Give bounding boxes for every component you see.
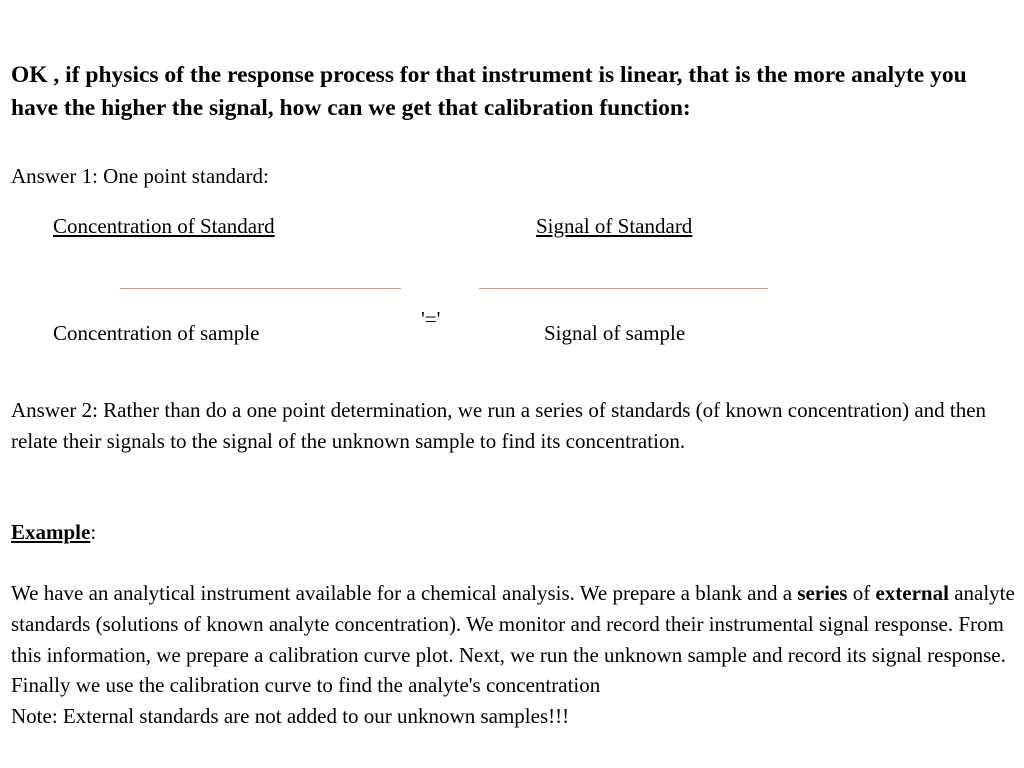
slide-heading: OK , if physics of the response process for that instrument is linear, that is the more analyte you have the higher the signal, how can we get that calibration function: bbox=[11, 62, 967, 121]
concentration-of-sample: Concentration of sample bbox=[53, 321, 260, 345]
example-paragraph bbox=[11, 578, 1016, 732]
signal-of-sample: Signal of sample bbox=[544, 321, 686, 345]
equals-sign: '=' bbox=[421, 307, 441, 331]
external-standards-note: Note: External standards are not added to our unknown samples!!! bbox=[11, 704, 570, 729]
example-text-3: analyte standards (solutions of known analyte concentration). We monitor and record their instrumental signal response. From this information, we prepare a calibration curve plot. Next, we run the unknown sample and record its signal response. Finally we use the calibration curve to find the analyte's concentration bbox=[11, 581, 1015, 698]
signal-of-standard: Signal of Standard bbox=[536, 214, 693, 238]
example-text-1: We have an analytical instrument available for a chemical analysis. We prepare a blank and a bbox=[11, 581, 798, 605]
answer1-label: Answer 1: One point standard: bbox=[11, 164, 269, 188]
concentration-of-standard: Concentration of Standard bbox=[53, 214, 275, 238]
example-heading bbox=[11, 517, 96, 548]
example-label: Example bbox=[11, 520, 91, 544]
answer2-paragraph: Answer 2: Rather than do a one point determination, we run a series of standards (of known concentration) and then relate their signals to the signal of the unknown sample to find its concentration. bbox=[11, 398, 987, 453]
fraction-rule-right bbox=[479, 288, 768, 289]
example-colon: : bbox=[90, 520, 97, 544]
fraction-rule-left bbox=[120, 288, 401, 289]
bold-series: series bbox=[797, 581, 848, 605]
bold-external: external bbox=[875, 581, 949, 605]
example-text-2: of bbox=[847, 581, 876, 605]
